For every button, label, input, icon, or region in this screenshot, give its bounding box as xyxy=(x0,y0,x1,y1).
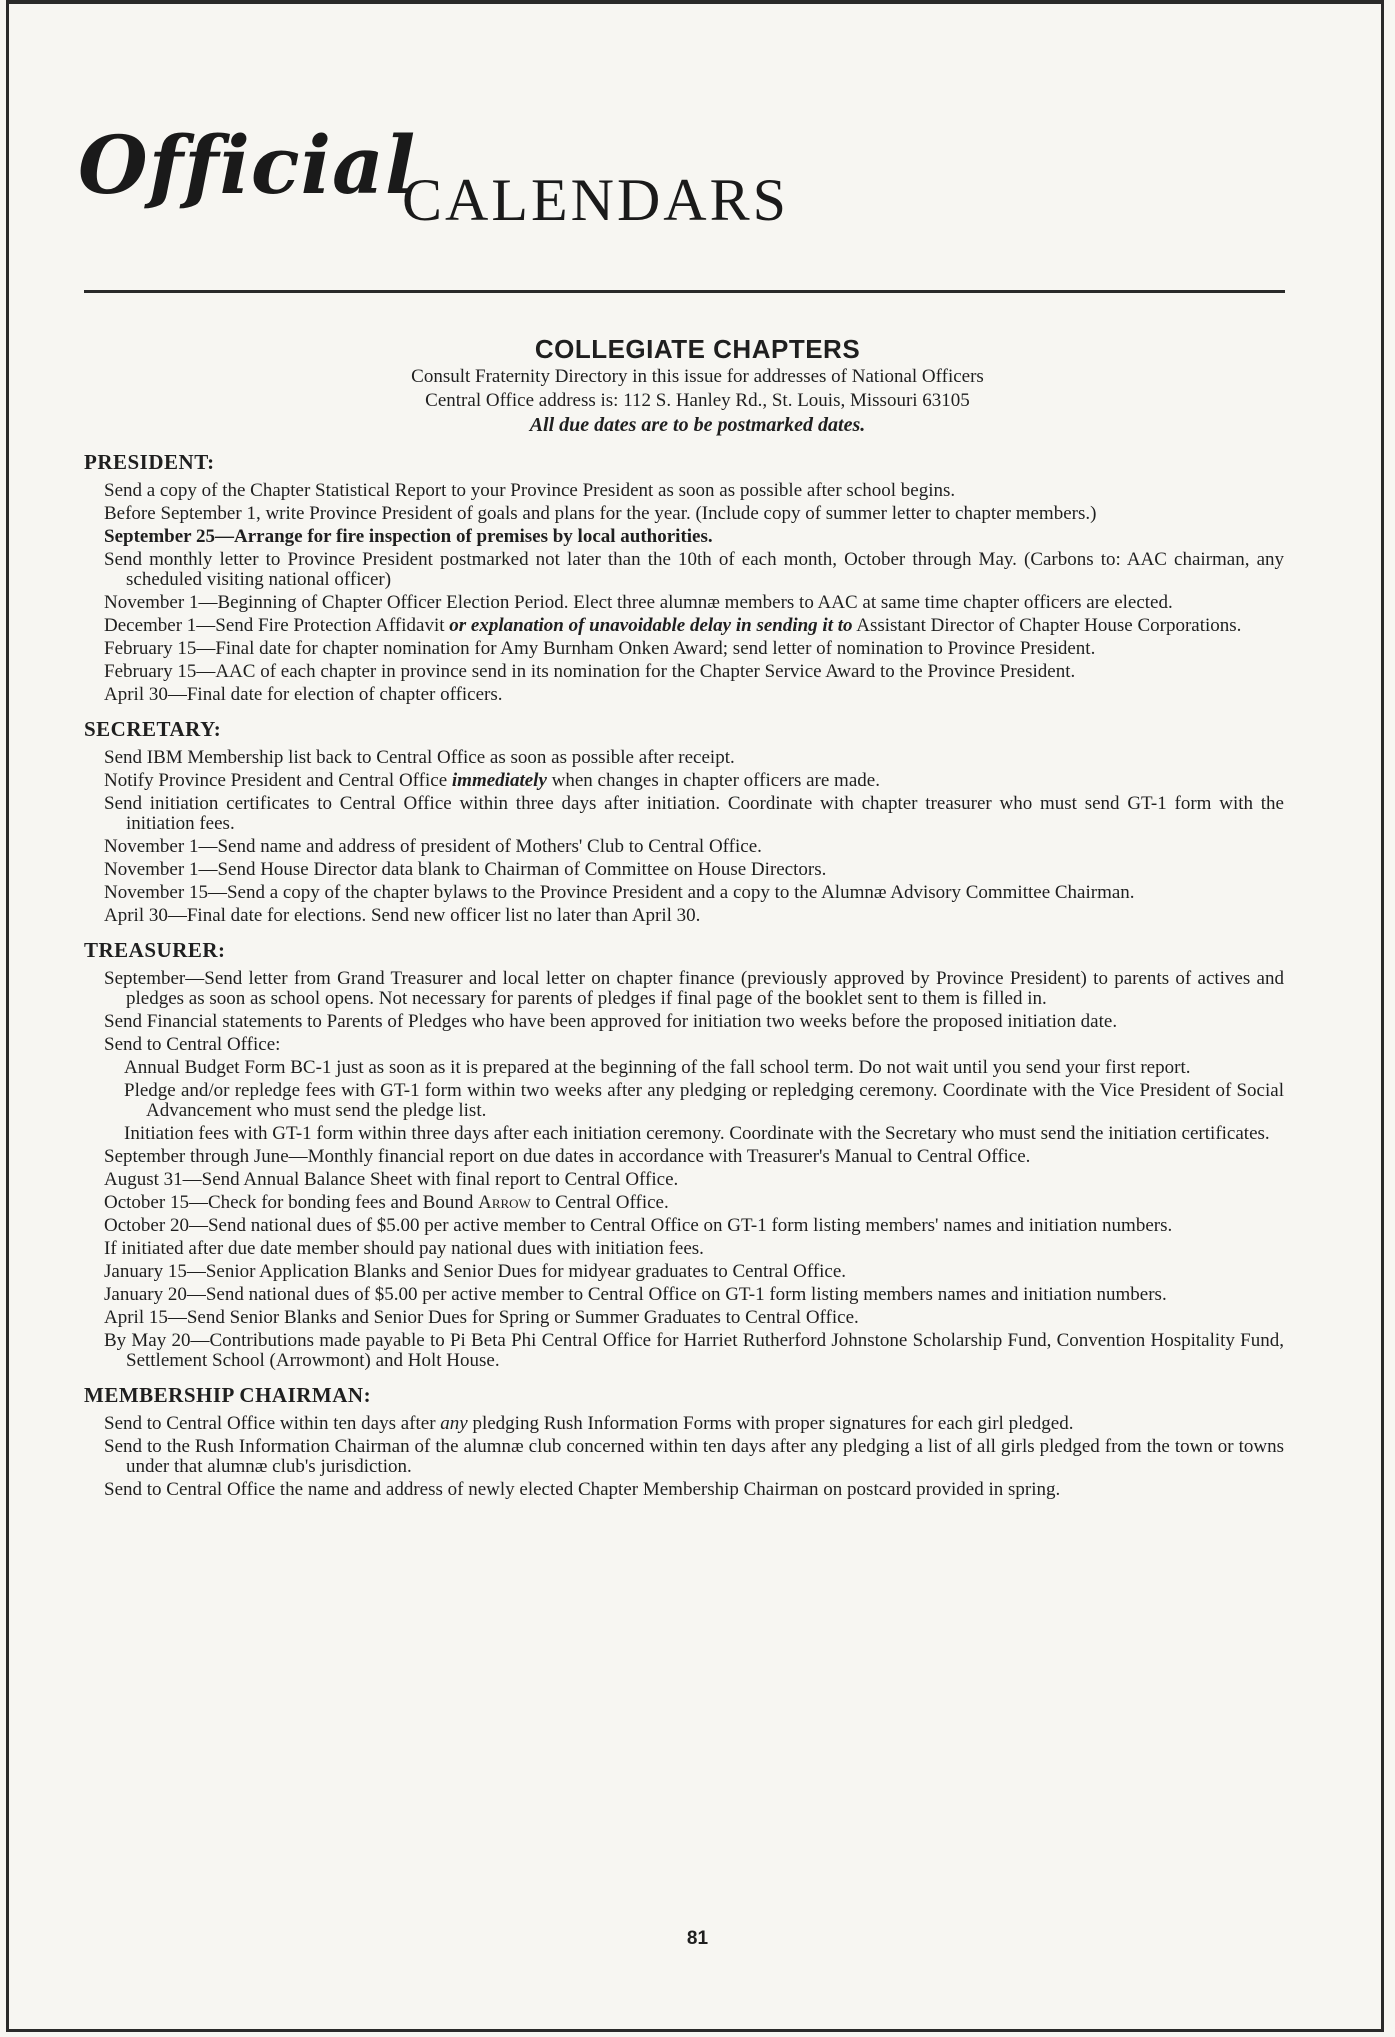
membership-text-c: pledging Rush Information Forms with proper signatures for each girl pledged. xyxy=(467,1413,1074,1434)
list-item: Send initiation certificates to Central Office within three days after initiation. Coordinate with chapter treasurer who must send GT-1 form with the initiation fees. xyxy=(104,793,1284,834)
list-item xyxy=(84,771,1284,791)
list-item: January 15—Senior Application Blanks and Senior Dues for midyear graduates to Central Office. xyxy=(104,1261,847,1282)
list-item: If initiated after due date member should pay national dues with initiation fees. xyxy=(104,1238,704,1259)
list-item: September—Send letter from Grand Treasurer and local letter on chapter finance (previously approved by Province President) to parents of actives and pledges as soon as school opens. Not necessary for parents of pledges if final page of the booklet sent to them is filled in. xyxy=(104,968,1284,1009)
dec1-text-a: December 1—Send Fire Protection Affidavit xyxy=(104,615,450,636)
treasurer-heading: TREASURER: xyxy=(84,938,226,962)
list-item: November 1—Send name and address of president of Mothers' Club to Central Office. xyxy=(104,836,762,857)
list-item: By May 20—Contributions made payable to Pi Beta Phi Central Office for Harriet Rutherford Johnstone Scholarship Fund, Convention Hospitality Fund, Settlement School (Arrowmont) and Holt House. xyxy=(104,1330,1284,1371)
oct15-text-c: to Central Office. xyxy=(530,1192,669,1213)
consult-note: Consult Fraternity Directory in this issue for addresses of National Officers xyxy=(411,366,984,387)
list-item: Send to Central Office: xyxy=(104,1034,281,1055)
page-number: 81 xyxy=(686,1928,709,1949)
list-item: September through June—Monthly financial report on due dates in accordance with Treasurer's Manual to Central Office. xyxy=(104,1146,1031,1167)
list-item: September 25—Arrange for fire inspection of premises by local authorities. xyxy=(104,526,713,547)
sub-list-item: Initiation fees with GT-1 form within three days after each initiation ceremony. Coordinate with the Secretary who must send the initiation certificates. xyxy=(124,1123,1270,1144)
list-item: Send to the Rush Information Chairman of the alumnæ club concerned within ten days after any pledging a list of all girls pledged from the town or towns under that alumnæ club's jurisdiction. xyxy=(104,1436,1284,1477)
list-item: Send IBM Membership list back to Central Office as soon as possible after receipt. xyxy=(104,747,735,768)
notify-text-c: when changes in chapter officers are made. xyxy=(546,770,880,791)
masthead-script-word: Official xyxy=(78,118,417,212)
list-item: April 15—Send Senior Blanks and Senior Dues for Spring or Summer Graduates to Central Office. xyxy=(104,1307,859,1328)
list-item: April 30—Final date for elections. Send new officer list no later than April 30. xyxy=(104,905,701,926)
list-item: April 30—Final date for election of chapter officers. xyxy=(104,684,503,705)
calendar-content xyxy=(84,450,1284,1512)
list-item: Send a copy of the Chapter Statistical Report to your Province President as soon as possible after school begins. xyxy=(104,480,956,501)
president-heading: PRESIDENT: xyxy=(84,450,215,474)
list-item: Send monthly letter to Province President postmarked not later than the 10th of each month, October through May. (Carbons to: AAC chairman, any scheduled visiting national officer) xyxy=(104,549,1284,590)
oct15-text-a: October 15—Check for bonding fees and Bound xyxy=(104,1192,479,1213)
list-item: November 1—Beginning of Chapter Officer Election Period. Elect three alumnæ members to AAC at same time chapter officers are elected. xyxy=(104,592,1173,613)
treasurer-section xyxy=(84,938,1284,1371)
masthead-title: CALENDARS xyxy=(402,167,790,233)
list-item xyxy=(84,1193,1284,1213)
membership-section xyxy=(84,1383,1284,1500)
list-item: January 20—Send national dues of $5.00 per active member to Central Office on GT-1 form listing members names and initiation numbers. xyxy=(104,1284,1167,1305)
list-item: Before September 1, write Province President of goals and plans for the year. (Include copy of summer letter to chapter members.) xyxy=(104,503,1097,524)
membership-text-emphasis: any xyxy=(440,1413,468,1434)
postmark-note: All due dates are to be postmarked dates. xyxy=(529,414,866,436)
president-section xyxy=(84,450,1284,705)
list-item: February 15—AAC of each chapter in province send in its nomination for the Chapter Service Award to the Province President. xyxy=(104,661,1076,682)
secretary-heading: SECRETARY: xyxy=(84,717,222,741)
list-item: November 1—Send House Director data blank to Chairman of Committee on House Directors. xyxy=(104,859,827,880)
notify-text-a: Notify Province President and Central Office xyxy=(104,770,452,791)
list-item: November 15—Send a copy of the chapter bylaws to the Province President and a copy to the Alumnæ Advisory Committee Chairman. xyxy=(104,882,1135,903)
secretary-section xyxy=(84,717,1284,926)
sub-list-item: Annual Budget Form BC-1 just as soon as it is prepared at the beginning of the fall school term. Do not wait until you send your first report. xyxy=(124,1057,1191,1078)
list-item xyxy=(84,616,1284,636)
list-item: February 15—Final date for chapter nomination for Amy Burnham Onken Award; send letter of nomination to Province President. xyxy=(104,638,1096,659)
section-title: COLLEGIATE CHAPTERS xyxy=(534,334,861,364)
masthead xyxy=(78,118,1278,268)
oct15-arrow: Arrow xyxy=(478,1192,531,1213)
membership-text-a: Send to Central Office within ten days after xyxy=(104,1413,441,1434)
dec1-text-c: Assistant Director of Chapter House Corporations. xyxy=(852,615,1242,636)
central-office-address: Central Office address is: 112 S. Hanley Rd., St. Louis, Missouri 63105 xyxy=(425,390,970,411)
notify-text-emphasis: immediately xyxy=(451,770,547,791)
membership-heading: MEMBERSHIP CHAIRMAN: xyxy=(84,1383,372,1407)
list-item: Send Financial statements to Parents of Pledges who have been approved for initiation two weeks before the proposed initiation date. xyxy=(104,1011,1118,1032)
dec1-text-emphasis: or explanation of unavoidable delay in sending it to xyxy=(449,615,853,636)
list-item xyxy=(84,1414,1284,1434)
list-item: October 20—Send national dues of $5.00 per active member to Central Office on GT-1 form listing members' names and initiation numbers. xyxy=(104,1215,1173,1236)
sub-list-item: Pledge and/or repledge fees with GT-1 form within two weeks after any pledging or repledging ceremony. Coordinate with the Vice President of Social Advancement who must send the pledge list. xyxy=(124,1080,1284,1121)
list-item: August 31—Send Annual Balance Sheet with final report to Central Office. xyxy=(104,1169,679,1190)
header-rule xyxy=(84,290,1285,293)
list-item: Send to Central Office the name and address of newly elected Chapter Membership Chairman on postcard provided in spring. xyxy=(104,1479,1061,1500)
